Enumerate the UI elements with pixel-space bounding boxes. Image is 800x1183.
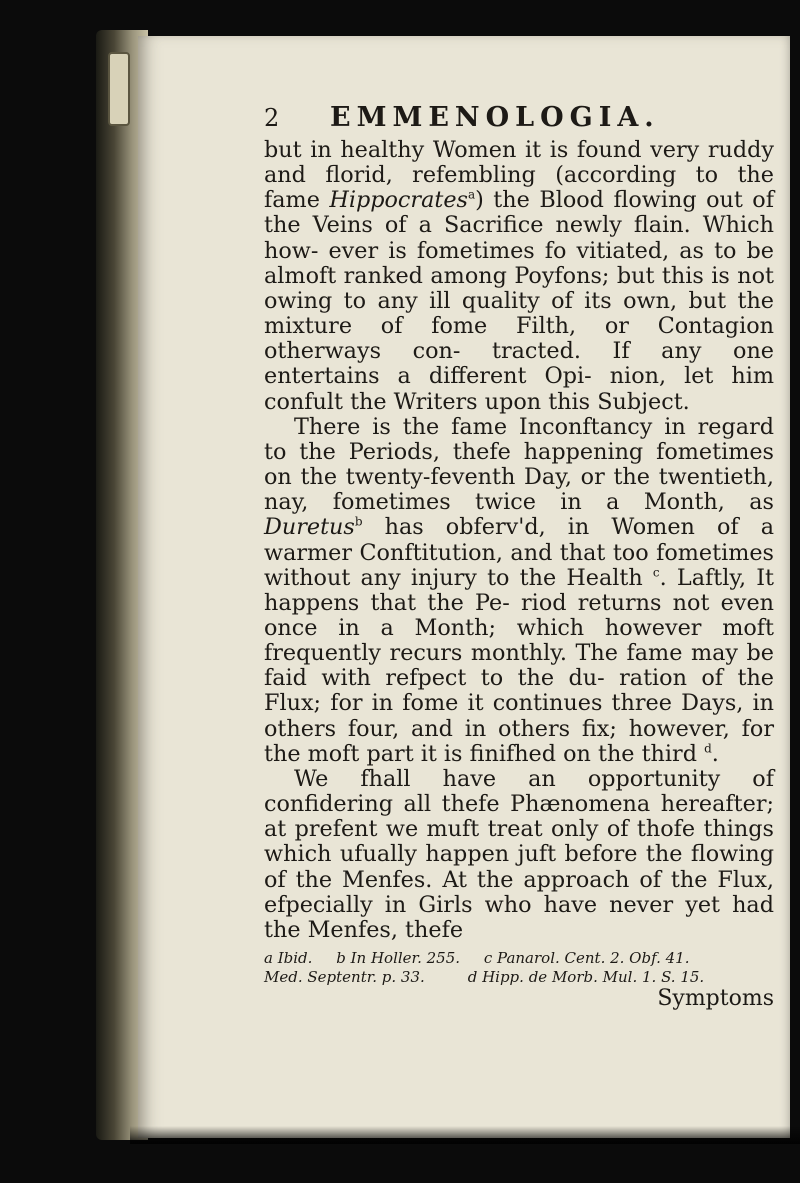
footnote-c-cont: Med. Septentr. p. 33. bbox=[264, 968, 425, 986]
text-run: but in healthy Women it is found very ruddy and florid, refembling (according to the fame bbox=[264, 137, 774, 214]
page-header bbox=[264, 102, 774, 138]
italic-name: Duretus bbox=[264, 514, 355, 541]
text-block bbox=[264, 102, 774, 1011]
text-run: There is the fame Inconftancy in regard to the Periods, thefe happening fometimes on the twenty-feventh Day, or the twentieth, nay, fometimes twice in a Month, as bbox=[264, 413, 774, 516]
body-text bbox=[264, 138, 774, 943]
footnote-line-1 bbox=[264, 949, 774, 968]
text-run: We fhall have an opportunity of confidering all thefe Phænomena hereafter; at prefent we muft treat only of thofe things which ufually happen juft before the flowing of the Menfes. At the approach of the Flux, efpecially in Girls who have never yet had the Menfes, thefe bbox=[264, 765, 774, 943]
footnote-d: d Hipp. de Morb. Mul. 1. S. 15. bbox=[467, 968, 705, 986]
footnote-ref: b bbox=[354, 514, 363, 529]
footnote-b: b In Holler. 255. bbox=[336, 949, 461, 967]
catchword: Symptoms bbox=[657, 986, 774, 1011]
binding-clasp bbox=[108, 52, 130, 126]
footnote-a: a Ibid. bbox=[264, 949, 313, 967]
paragraph-2 bbox=[264, 415, 774, 767]
footnotes bbox=[264, 949, 774, 987]
footnote-line-2 bbox=[264, 968, 774, 987]
page-number: 2 bbox=[264, 104, 280, 132]
italic-name: Hippocrates bbox=[329, 187, 468, 214]
footnote-c: c Panarol. Cent. 2. Obf. 41. bbox=[483, 949, 690, 967]
footnote-ref: d bbox=[704, 741, 712, 756]
text-run: . bbox=[711, 740, 719, 767]
footnote-ref: c bbox=[652, 565, 660, 580]
paragraph-3 bbox=[264, 767, 774, 943]
text-run: ) the Blood flowing out of the Veins of a Sacrifice newly flain. Which how- ever is fometimes fo vitiated, as to be almoft ranked among Poyfons; but this is not owing to any ill quality of its own, but the mixture of fome Filth, or Contagion otherways con- tracted. If any one entertains a different Opi- nion, let him confult the Writers upon this Subject. bbox=[264, 187, 774, 415]
running-title: EMMENOLOGIA. bbox=[330, 102, 660, 133]
text-run: has obferv'd, in Women of a warmer Conftitution, and that too fometimes without any injury to the Health bbox=[264, 514, 774, 591]
page-shadow bbox=[130, 1126, 800, 1144]
footnote-ref: a bbox=[467, 187, 476, 202]
paragraph-1 bbox=[264, 138, 774, 415]
text-run: . Laftly, It happens that the Pe- riod returns not even once in a Month; which however moft frequently recurs monthly. The fame may be faid with refpect to the du- ration of the Flux; for in fome it continues three Days, in others four, and in others fix; however, for the moft part it is finifhed on the third bbox=[264, 564, 774, 767]
